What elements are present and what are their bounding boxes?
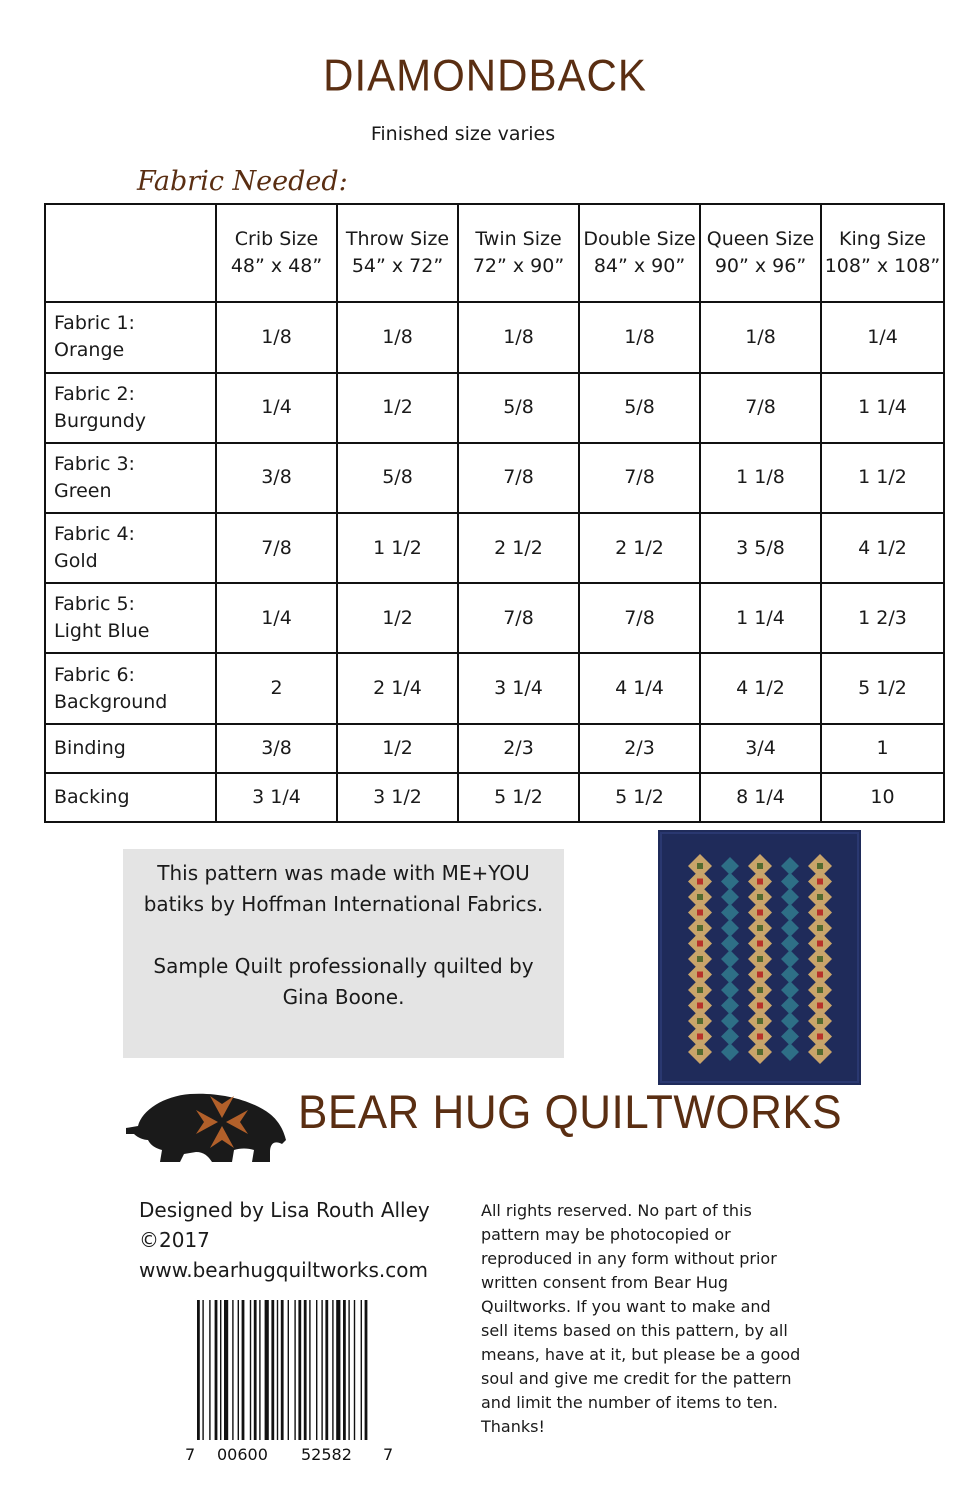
table-row: [45, 583, 944, 653]
quilt-center-square: [817, 894, 823, 900]
barcode-bar: [336, 1300, 340, 1440]
quilt-center-square: [697, 987, 703, 993]
barcode-bar: [332, 1300, 333, 1440]
table-row: [45, 773, 944, 822]
designer-name: Designed by Lisa Routh Alley: [139, 1198, 430, 1222]
quilt-center-square: [757, 863, 763, 869]
table-cell: 3/8: [216, 443, 337, 513]
quilt-center-square: [817, 879, 823, 885]
table-cell: 5/8: [458, 373, 579, 443]
table-cell: 4 1/4: [579, 653, 700, 723]
quilt-center-square: [757, 910, 763, 916]
table-cell: 1/8: [337, 302, 458, 372]
barcode-bar: [325, 1300, 328, 1440]
table-cell: 1/4: [216, 583, 337, 653]
table-cell: 5/8: [579, 373, 700, 443]
barcode-bar: [215, 1300, 218, 1440]
credit-line: Sample Quilt professionally quilted by: [153, 954, 534, 978]
size-header-king: King Size 108” x 108”: [821, 204, 944, 302]
barcode-bar: [288, 1300, 289, 1440]
table-row: [45, 373, 944, 443]
credit-line: This pattern was made with ME+YOU: [157, 861, 530, 885]
quilt-center-square: [697, 1049, 703, 1055]
quilt-center-square: [697, 910, 703, 916]
row-label: Fabric 1: Orange: [45, 302, 216, 372]
barcode-digit-group1: 00600: [217, 1445, 268, 1463]
quilt-center-square: [817, 987, 823, 993]
quilt-center-square: [697, 1034, 703, 1040]
barcode-bar: [220, 1300, 221, 1440]
table-row: [45, 513, 944, 583]
quilt-center-square: [697, 956, 703, 962]
quilt-center-square: [757, 1049, 763, 1055]
quilt-center-square: [757, 972, 763, 978]
barcode-bar: [365, 1300, 368, 1440]
website-link[interactable]: www.bearhugquiltworks.com: [139, 1258, 428, 1282]
table-cell: 8 1/4: [700, 773, 821, 822]
table-cell: 2 1/2: [458, 513, 579, 583]
table-cell: 5 1/2: [821, 653, 944, 723]
row-label: Fabric 2: Burgundy: [45, 373, 216, 443]
barcode-bar: [281, 1300, 284, 1440]
size-header-twin: Twin Size 72” x 90”: [458, 204, 579, 302]
finished-size-note: Finished size varies: [370, 123, 556, 145]
rights-notice: All rights reserved. No part of this pattern may be photocopied or reproduced in any form without prior written consent from Bear Hug Quiltworks. If you want to make and sell items based on this pattern, by all means, have at it, but please be a good soul and give me credit for the pattern and limit the number of items to ten. Thanks!: [481, 1201, 801, 1436]
quilt-center-square: [697, 894, 703, 900]
table-cell: 1/4: [216, 373, 337, 443]
size-header-throw: Throw Size 54” x 72”: [337, 204, 458, 302]
quilt-center-square: [817, 1003, 823, 1009]
table-cell: 7/8: [458, 583, 579, 653]
barcode-bar: [343, 1300, 346, 1440]
quilt-center-square: [757, 894, 763, 900]
table-cell: 2 1/2: [579, 513, 700, 583]
quilt-center-square: [697, 879, 703, 885]
row-label: Fabric 4: Gold: [45, 513, 216, 583]
barcode-bar: [259, 1300, 260, 1440]
table-cell: 1/2: [337, 724, 458, 773]
table-row: [45, 302, 944, 372]
quilt-center-square: [697, 941, 703, 947]
quilt-center-square: [817, 925, 823, 931]
quilt-center-square: [817, 941, 823, 947]
barcode-bar: [197, 1300, 200, 1440]
table-cell: 4 1/2: [821, 513, 944, 583]
barcode-bar: [304, 1300, 307, 1440]
size-header-queen: Queen Size 90” x 96”: [700, 204, 821, 302]
pattern-title: DIAMONDBACK: [323, 50, 647, 101]
table-cell: 1 2/3: [821, 583, 944, 653]
barcode-bar: [348, 1300, 349, 1440]
barcode-bar: [316, 1300, 317, 1440]
table-cell: 1/8: [700, 302, 821, 372]
barcode-bar: [265, 1300, 269, 1440]
table-cell: 5/8: [337, 443, 458, 513]
table-cell: 1/8: [216, 302, 337, 372]
table-cell: 1 1/2: [337, 513, 458, 583]
quilt-center-square: [817, 1049, 823, 1055]
size-header-crib: Crib Size 48” x 48”: [216, 204, 337, 302]
quilt-center-square: [757, 879, 763, 885]
quilt-center-square: [697, 863, 703, 869]
quilt-center-square: [817, 1034, 823, 1040]
copyright-year: ©2017: [139, 1228, 210, 1252]
table-cell: 7/8: [579, 443, 700, 513]
row-label: Fabric 5: Light Blue: [45, 583, 216, 653]
row-label: Fabric 3: Green: [45, 443, 216, 513]
barcode-bar: [294, 1300, 295, 1440]
size-header-double: Double Size 84” x 90”: [579, 204, 700, 302]
barcode-bar: [224, 1300, 228, 1440]
empty-corner-cell: [45, 204, 216, 302]
designer-info: [139, 1195, 430, 1285]
barcode-bar: [361, 1300, 362, 1440]
table-cell: 3 1/4: [458, 653, 579, 723]
table-cell: 7/8: [216, 513, 337, 583]
table-cell: 3 5/8: [700, 513, 821, 583]
row-label: Backing: [45, 773, 216, 822]
barcode-bar: [242, 1300, 245, 1440]
table-cell: 7/8: [700, 373, 821, 443]
quilt-center-square: [817, 1018, 823, 1024]
barcode-bar: [254, 1300, 257, 1440]
quilt-center-square: [697, 1018, 703, 1024]
barcode-bar: [232, 1300, 233, 1440]
table-header-row: [45, 204, 944, 302]
table-cell: 1 1/2: [821, 443, 944, 513]
row-label: Binding: [45, 724, 216, 773]
table-cell: 1/8: [458, 302, 579, 372]
quilt-center-square: [757, 1034, 763, 1040]
quilt-center-square: [817, 956, 823, 962]
table-cell: 1 1/4: [700, 583, 821, 653]
fabric-requirements-table: [44, 203, 945, 823]
barcode-bar: [321, 1300, 322, 1440]
barcode-bar: [202, 1300, 203, 1440]
table-cell: 3/8: [216, 724, 337, 773]
quilt-center-square: [757, 1003, 763, 1009]
table-row: [45, 653, 944, 723]
barcode-bar: [354, 1300, 355, 1440]
quilt-center-square: [817, 910, 823, 916]
table-cell: 1 1/8: [700, 443, 821, 513]
barcode-bar: [298, 1300, 301, 1440]
bear-logo-icon: [124, 1074, 294, 1164]
quilt-center-square: [817, 863, 823, 869]
brand-name: BEAR HUG QUILTWORKS: [298, 1086, 843, 1139]
table-cell: 2 1/4: [337, 653, 458, 723]
table-cell: 3 1/4: [216, 773, 337, 822]
table-cell: 2/3: [458, 724, 579, 773]
barcode-bar: [250, 1300, 251, 1440]
table-cell: 4 1/2: [700, 653, 821, 723]
quilt-center-square: [697, 1003, 703, 1009]
table-cell: 1: [821, 724, 944, 773]
quilt-center-square: [697, 972, 703, 978]
credit-line: Gina Boone.: [282, 985, 405, 1009]
quilt-center-square: [757, 1018, 763, 1024]
table-cell: 3 1/2: [337, 773, 458, 822]
barcode-bar: [209, 1300, 210, 1440]
table-cell: 7/8: [579, 583, 700, 653]
table-cell: 1/2: [337, 583, 458, 653]
table-cell: 7/8: [458, 443, 579, 513]
barcode-bar: [238, 1300, 239, 1440]
quilt-center-square: [697, 925, 703, 931]
barcode-digit-group2: 52582: [301, 1445, 352, 1463]
barcode-bar: [309, 1300, 310, 1440]
table-cell: 5 1/2: [579, 773, 700, 822]
table-cell: 1/2: [337, 373, 458, 443]
barcode-digit-left: 7: [185, 1445, 196, 1463]
table-cell: 1/8: [579, 302, 700, 372]
barcode-icon: [183, 1298, 396, 1463]
quilt-center-square: [817, 972, 823, 978]
fabric-needed-heading: Fabric Needed:: [137, 166, 348, 197]
barcode-digit-right: 7: [383, 1445, 394, 1463]
quilt-center-square: [757, 941, 763, 947]
table-cell: 1/4: [821, 302, 944, 372]
quilt-center-square: [757, 925, 763, 931]
table-cell: 1 1/4: [821, 373, 944, 443]
row-label: Fabric 6: Background: [45, 653, 216, 723]
quilt-center-square: [757, 956, 763, 962]
table-row: [45, 443, 944, 513]
table-cell: 3/4: [700, 724, 821, 773]
table-cell: 10: [821, 773, 944, 822]
quilt-preview-image: [658, 830, 861, 1085]
barcode-bar: [277, 1300, 278, 1440]
table-cell: 2/3: [579, 724, 700, 773]
fabric-credit-box: [123, 849, 564, 1058]
table-row: [45, 724, 944, 773]
barcode-bar: [271, 1300, 274, 1440]
quilt-center-square: [757, 987, 763, 993]
credit-line: batiks by Hoffman International Fabrics.: [143, 892, 544, 916]
table-cell: 2: [216, 653, 337, 723]
table-cell: 5 1/2: [458, 773, 579, 822]
